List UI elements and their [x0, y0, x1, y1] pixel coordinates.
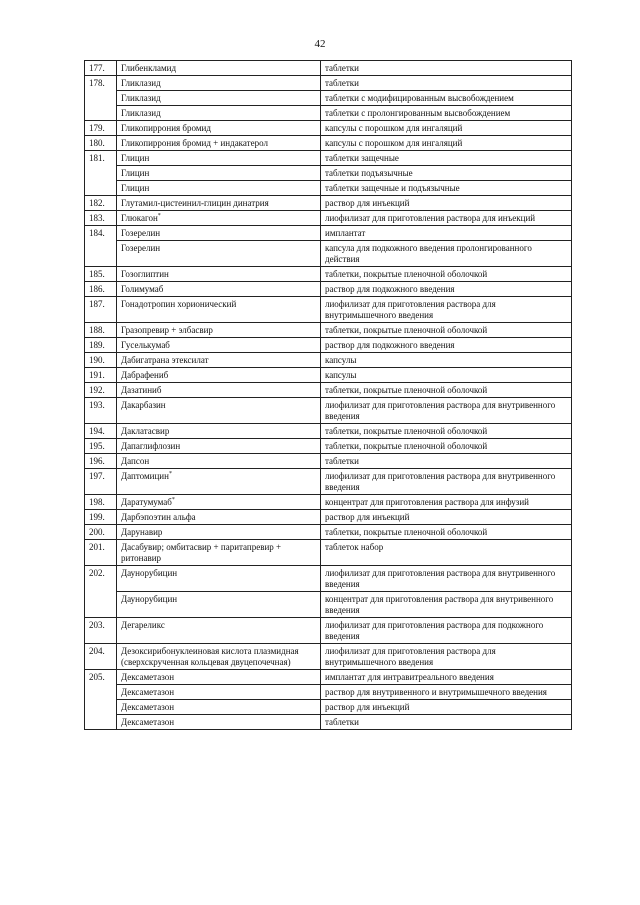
- drug-name: Дарбэпоэтин альфа: [121, 512, 196, 522]
- drug-name-cell: [117, 166, 321, 181]
- drug-name: Гликопиррония бромид: [121, 123, 211, 133]
- drug-name-cell: [117, 510, 321, 525]
- drug-name: Даунорубицин: [121, 594, 178, 604]
- row-number: 190.: [85, 353, 117, 368]
- drug-name-cell: [117, 211, 321, 226]
- row-number: 204.: [85, 644, 117, 670]
- table-row: [85, 644, 572, 670]
- table-row: [85, 592, 572, 618]
- table-row: [85, 424, 572, 439]
- table-row: [85, 241, 572, 267]
- drug-name: Глюкагон: [121, 213, 158, 223]
- drug-name-cell: [117, 495, 321, 510]
- row-number: 205.: [85, 670, 117, 730]
- dosage-form: таблетки, покрытые пленочной оболочкой: [321, 525, 572, 540]
- drug-name: Глибенкламид: [121, 63, 177, 73]
- drug-name: Дабигатрана этексилат: [121, 355, 209, 365]
- drug-name: Гликлазид: [121, 93, 161, 103]
- drug-name-cell: [117, 700, 321, 715]
- footnote-marker: *: [157, 213, 161, 219]
- drug-name-cell: [117, 267, 321, 282]
- drug-name: Дексаметазон: [121, 702, 175, 712]
- row-number: 178.: [85, 76, 117, 121]
- dosage-form: таблетки, покрытые пленочной оболочкой: [321, 323, 572, 338]
- dosage-form: таблетки, покрытые пленочной оболочкой: [321, 383, 572, 398]
- table-row: [85, 540, 572, 566]
- drug-name: Дакарбазин: [121, 400, 166, 410]
- drug-name: Даптомицин: [121, 471, 169, 481]
- drug-name: Дезоксирибонуклеиновая кислота плазмидная (сверхскрученная кольцевая двуцепочечная): [121, 646, 299, 667]
- table-row: [85, 368, 572, 383]
- drug-name: Дапаглифлозин: [121, 441, 181, 451]
- footnote-marker: *: [171, 497, 175, 503]
- table-row: [85, 338, 572, 353]
- drug-name: Гликопиррония бромид + индакатерол: [121, 138, 268, 148]
- page-number: 42: [314, 38, 326, 50]
- row-number: 203.: [85, 618, 117, 644]
- drug-name: Гразопревир + элбасвир: [121, 325, 213, 335]
- table-row: [85, 226, 572, 241]
- drug-name-cell: [117, 181, 321, 196]
- row-number: 200.: [85, 525, 117, 540]
- table-row: [85, 525, 572, 540]
- dosage-form: концентрат для приготовления раствора для внутривенного введения: [321, 592, 572, 618]
- dosage-form: лиофилизат для приготовления раствора для внутримышечного введения: [321, 297, 572, 323]
- table-row: [85, 211, 572, 226]
- dosage-form: таблетки с модифицированным высвобождением: [321, 91, 572, 106]
- drug-name-cell: [117, 685, 321, 700]
- drug-name-cell: [117, 353, 321, 368]
- row-number: 186.: [85, 282, 117, 297]
- table-row: [85, 267, 572, 282]
- drug-name-cell: [117, 226, 321, 241]
- table-row: [85, 121, 572, 136]
- dosage-form: таблетки, покрытые пленочной оболочкой: [321, 424, 572, 439]
- drug-name: Гозерелин: [121, 243, 161, 253]
- dosage-form: таблетки: [321, 454, 572, 469]
- drug-name: Дарунавир: [121, 527, 163, 537]
- dosage-form: лиофилизат для приготовления раствора для внутримышечного введения: [321, 644, 572, 670]
- dosage-form: раствор для подкожного введения: [321, 338, 572, 353]
- drug-name: Гонадотропин хорионический: [121, 299, 237, 309]
- table-row: [85, 181, 572, 196]
- dosage-form: имплантат для интравитреального введения: [321, 670, 572, 685]
- drug-name-cell: [117, 469, 321, 495]
- dosage-form: таблетки: [321, 76, 572, 91]
- drug-name: Гликлазид: [121, 78, 161, 88]
- table-row: [85, 383, 572, 398]
- table-row: [85, 510, 572, 525]
- drug-name: Дегареликс: [121, 620, 165, 630]
- table-row: [85, 670, 572, 685]
- drug-name: Гозоглиптин: [121, 269, 169, 279]
- row-number: 192.: [85, 383, 117, 398]
- drug-name-cell: [117, 644, 321, 670]
- drug-name-cell: [117, 76, 321, 91]
- row-number: 187.: [85, 297, 117, 323]
- dosage-form: таблетки, покрытые пленочной оболочкой: [321, 267, 572, 282]
- footnote-marker: *: [168, 471, 172, 477]
- drug-table-body: [85, 61, 572, 730]
- row-number: 194.: [85, 424, 117, 439]
- drug-name-cell: [117, 91, 321, 106]
- drug-name-cell: [117, 525, 321, 540]
- dosage-form: лиофилизат для приготовления раствора для инъекций: [321, 211, 572, 226]
- table-row: [85, 151, 572, 166]
- dosage-form: раствор для инъекций: [321, 510, 572, 525]
- drug-name: Даратумумаб: [121, 497, 172, 507]
- drug-name-cell: [117, 121, 321, 136]
- dosage-form: лиофилизат для приготовления раствора для внутривенного введения: [321, 398, 572, 424]
- dosage-form: капсулы с порошком для ингаляций: [321, 136, 572, 151]
- dosage-form: раствор для подкожного введения: [321, 282, 572, 297]
- drug-table: [84, 60, 572, 730]
- drug-name-cell: [117, 592, 321, 618]
- row-number: 180.: [85, 136, 117, 151]
- dosage-form: капсулы: [321, 368, 572, 383]
- drug-name: Дасабувир; омбитасвир + паритапревир + ритонавир: [121, 542, 282, 563]
- dosage-form: таблетки с пролонгированным высвобождением: [321, 106, 572, 121]
- drug-name-cell: [117, 670, 321, 685]
- row-number: 195.: [85, 439, 117, 454]
- drug-name: Даклатасвир: [121, 426, 170, 436]
- table-row: [85, 700, 572, 715]
- dosage-form: таблетки: [321, 61, 572, 76]
- table-row: [85, 196, 572, 211]
- drug-name: Глицин: [121, 153, 150, 163]
- dosage-form: таблетки защечные и подъязычные: [321, 181, 572, 196]
- drug-name: Глицин: [121, 168, 150, 178]
- drug-name-cell: [117, 454, 321, 469]
- drug-name-cell: [117, 61, 321, 76]
- drug-name-cell: [117, 398, 321, 424]
- dosage-form: таблетки защечные: [321, 151, 572, 166]
- drug-name: Дапсон: [121, 456, 150, 466]
- drug-name-cell: [117, 136, 321, 151]
- drug-name: Дабрафениб: [121, 370, 169, 380]
- dosage-form: лиофилизат для приготовления раствора для внутривенного введения: [321, 469, 572, 495]
- table-row: [85, 61, 572, 76]
- table-row: [85, 454, 572, 469]
- row-number: 189.: [85, 338, 117, 353]
- row-number: 183.: [85, 211, 117, 226]
- row-number: 196.: [85, 454, 117, 469]
- dosage-form: лиофилизат для приготовления раствора для внутривенного введения: [321, 566, 572, 592]
- drug-name-cell: [117, 282, 321, 297]
- row-number: 191.: [85, 368, 117, 383]
- drug-name: Гуселькумаб: [121, 340, 170, 350]
- table-row: [85, 439, 572, 454]
- row-number: 198.: [85, 495, 117, 510]
- drug-name-cell: [117, 323, 321, 338]
- row-number: 179.: [85, 121, 117, 136]
- drug-name-cell: [117, 338, 321, 353]
- dosage-form: капсулы: [321, 353, 572, 368]
- dosage-form: концентрат для приготовления раствора для инфузий: [321, 495, 572, 510]
- dosage-form: таблетки подъязычные: [321, 166, 572, 181]
- drug-name-cell: [117, 151, 321, 166]
- drug-name-cell: [117, 383, 321, 398]
- drug-name: Гликлазид: [121, 108, 161, 118]
- table-row: [85, 685, 572, 700]
- dosage-form: таблетки, покрытые пленочной оболочкой: [321, 439, 572, 454]
- dosage-form: лиофилизат для приготовления раствора для подкожного введения: [321, 618, 572, 644]
- table-row: [85, 618, 572, 644]
- drug-name-cell: [117, 618, 321, 644]
- drug-name: Даунорубицин: [121, 568, 178, 578]
- drug-name-cell: [117, 297, 321, 323]
- table-row: [85, 566, 572, 592]
- drug-name-cell: [117, 540, 321, 566]
- drug-name-cell: [117, 424, 321, 439]
- row-number: 201.: [85, 540, 117, 566]
- table-row: [85, 353, 572, 368]
- row-number: 193.: [85, 398, 117, 424]
- table-row: [85, 91, 572, 106]
- dosage-form: имплантат: [321, 226, 572, 241]
- table-row: [85, 166, 572, 181]
- table-row: [85, 297, 572, 323]
- drug-name-cell: [117, 715, 321, 730]
- dosage-form: раствор для внутривенного и внутримышечного введения: [321, 685, 572, 700]
- drug-name-cell: [117, 196, 321, 211]
- table-row: [85, 323, 572, 338]
- dosage-form: раствор для инъекций: [321, 700, 572, 715]
- drug-name-cell: [117, 439, 321, 454]
- drug-name: Голимумаб: [121, 284, 164, 294]
- dosage-form: таблетки: [321, 715, 572, 730]
- drug-name: Глицин: [121, 183, 150, 193]
- row-number: 182.: [85, 196, 117, 211]
- table-row: [85, 469, 572, 495]
- drug-name-cell: [117, 566, 321, 592]
- table-row: [85, 106, 572, 121]
- row-number: 197.: [85, 469, 117, 495]
- table-row: [85, 715, 572, 730]
- dosage-form: капсулы с порошком для ингаляций: [321, 121, 572, 136]
- dosage-form: таблеток набор: [321, 540, 572, 566]
- table-row: [85, 76, 572, 91]
- row-number: 181.: [85, 151, 117, 196]
- drug-name: Глутамил-цистеинил-глицин динатрия: [121, 198, 269, 208]
- row-number: 185.: [85, 267, 117, 282]
- row-number: 177.: [85, 61, 117, 76]
- row-number: 188.: [85, 323, 117, 338]
- drug-name: Дексаметазон: [121, 687, 175, 697]
- row-number: 202.: [85, 566, 117, 618]
- table-row: [85, 495, 572, 510]
- table-row: [85, 136, 572, 151]
- dosage-form: раствор для инъекций: [321, 196, 572, 211]
- row-number: 184.: [85, 226, 117, 267]
- drug-name: Дексаметазон: [121, 672, 175, 682]
- drug-name-cell: [117, 368, 321, 383]
- drug-name: Дазатиниб: [121, 385, 162, 395]
- table-row: [85, 398, 572, 424]
- dosage-form: капсула для подкожного введения пролонгированного действия: [321, 241, 572, 267]
- drug-name: Гозерелин: [121, 228, 161, 238]
- drug-name-cell: [117, 241, 321, 267]
- row-number: 199.: [85, 510, 117, 525]
- table-row: [85, 282, 572, 297]
- drug-name: Дексаметазон: [121, 717, 175, 727]
- drug-name-cell: [117, 106, 321, 121]
